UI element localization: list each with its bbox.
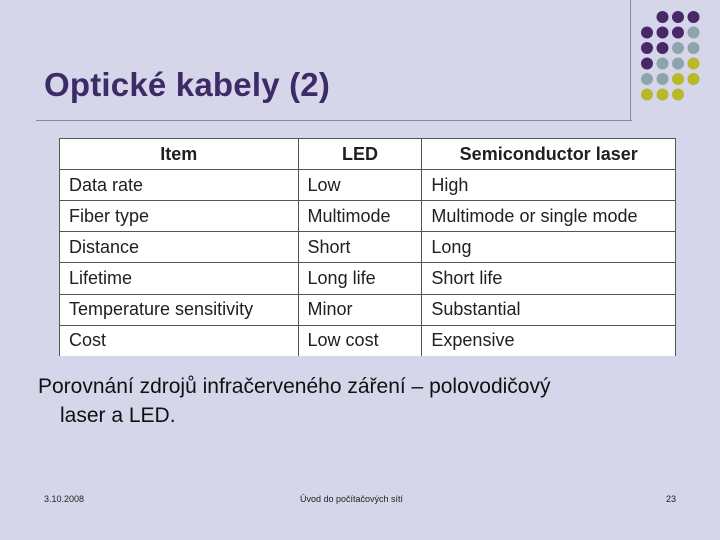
decorative-dot — [657, 89, 669, 101]
decorative-dot — [657, 58, 669, 70]
decorative-dot — [688, 27, 700, 39]
caption-line-2: laser a LED. — [60, 404, 176, 427]
decorative-dot — [688, 58, 700, 70]
table-row — [60, 294, 676, 325]
decorative-dots — [639, 9, 719, 104]
cell-led: Multimode — [298, 201, 422, 232]
cell-led: Short — [298, 232, 422, 263]
comparison-table — [59, 138, 676, 356]
header-laser: Semiconductor laser — [422, 139, 676, 170]
table-row — [60, 201, 676, 232]
title-divider-horizontal — [36, 120, 632, 121]
decorative-dot — [672, 27, 684, 39]
decorative-dot — [641, 58, 653, 70]
title-divider-vertical — [630, 0, 631, 120]
table-row — [60, 263, 676, 294]
decorative-dot — [672, 11, 684, 23]
decorative-dot — [641, 27, 653, 39]
cell-led: Low — [298, 170, 422, 201]
slide-caption — [38, 372, 678, 430]
slide-title: Optické kabely (2) — [44, 66, 331, 103]
table-row — [60, 232, 676, 263]
cell-laser: Expensive — [422, 325, 676, 356]
cell-laser: High — [422, 170, 676, 201]
cell-item: Data rate — [60, 170, 299, 201]
caption-line-1: Porovnání zdrojů infračerveného záření – polovodičový — [38, 375, 551, 398]
cell-led: Minor — [298, 294, 422, 325]
decorative-dot — [688, 42, 700, 54]
footer-page-number: 23 — [666, 494, 677, 504]
cell-laser: Multimode or single mode — [422, 201, 676, 232]
footer-center: Úvod do počítačových sítí — [300, 494, 404, 504]
decorative-dot — [672, 58, 684, 70]
decorative-dot — [641, 42, 653, 54]
decorative-dot — [641, 73, 653, 85]
decorative-dot — [672, 42, 684, 54]
cell-item: Temperature sensitivity — [60, 294, 299, 325]
decorative-dot — [657, 73, 669, 85]
decorative-dot — [657, 11, 669, 23]
decorative-dot — [672, 73, 684, 85]
decorative-dot — [641, 89, 653, 101]
cell-item: Distance — [60, 232, 299, 263]
header-item: Item — [60, 139, 299, 170]
cell-laser: Short life — [422, 263, 676, 294]
footer-date: 3.10.2008 — [44, 494, 85, 504]
cell-item: Cost — [60, 325, 299, 356]
decorative-dot — [688, 73, 700, 85]
decorative-dot — [688, 11, 700, 23]
cell-laser: Substantial — [422, 294, 676, 325]
header-led: LED — [298, 139, 422, 170]
table-row — [60, 325, 676, 356]
cell-led: Long life — [298, 263, 422, 294]
cell-led: Low cost — [298, 325, 422, 356]
table-header-row — [60, 139, 676, 170]
cell-laser: Long — [422, 232, 676, 263]
cell-item: Fiber type — [60, 201, 299, 232]
decorative-dot — [672, 89, 684, 101]
table-row — [60, 170, 676, 201]
decorative-dot — [657, 27, 669, 39]
cell-item: Lifetime — [60, 263, 299, 294]
decorative-dot — [657, 42, 669, 54]
